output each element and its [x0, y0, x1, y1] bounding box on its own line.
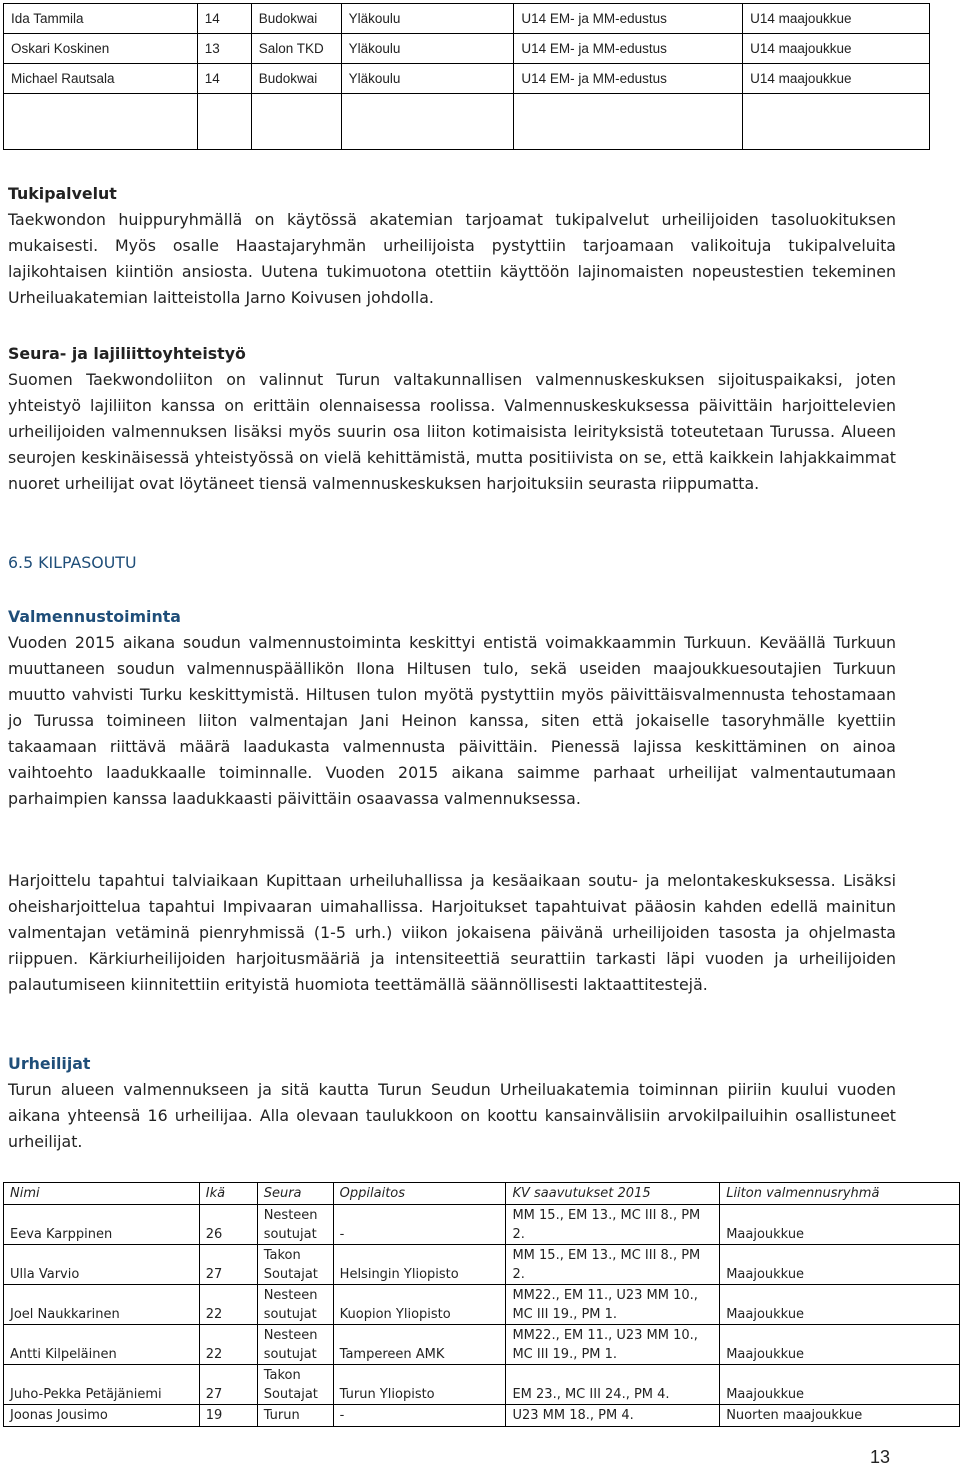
cell-name: Oskari Koskinen	[4, 34, 198, 64]
cell-age: 27	[199, 1245, 257, 1285]
cell-team: U14 maajoukkue	[743, 34, 930, 64]
kv-line-2: MC III 19., PM 1.	[512, 1307, 618, 1322]
cell-club: Turun	[257, 1405, 333, 1427]
seura-text: Suomen Taekwondoliiton on valinnut Turun valtakunnallisen valmennuskeskuksen sijoituspaikaksi, joten yhteistyö lajiliiton kanssa on erittäin olennaisessa roolissa. Valmennuskeskuksessa päivittäin harjoittelevien urheilijoiden valmennuksen lisäksi myös suurin osa liiton kotimaisista leirityksistä toteutetaan Turussa. Alueen seurojen keskinäisessä yhteistyössä on vielä kehittämistä, mutta positiivista on se, että kaikkein lahjakkaimmat nuoret urheilijat ovat löytäneet tiensä valmennuskeskuksen harjoituksiin seurasta riippumatta.	[8, 370, 896, 493]
cell-achievement: U14 EM- ja MM-edustus	[514, 4, 743, 34]
cell-kv	[506, 1365, 720, 1405]
cell-achievement: U14 EM- ja MM-edustus	[514, 64, 743, 94]
header-ika: Ikä	[199, 1183, 257, 1205]
kv-line-1: MM 15., EM 13., MC III 8., PM	[512, 1248, 701, 1263]
rowing-athletes-table	[3, 1182, 960, 1427]
header-seura: Seura	[257, 1183, 333, 1205]
cell-group: Maajoukkue	[720, 1205, 960, 1245]
cell-school: Yläkoulu	[341, 64, 514, 94]
cell-age: 14	[197, 4, 251, 34]
table-row	[4, 1365, 960, 1405]
taekwondo-table-body	[4, 4, 930, 150]
kv-line-2: MC III 19., PM 1.	[512, 1347, 618, 1362]
cell-school: Yläkoulu	[341, 4, 514, 34]
kv-line-1: MM22., EM 11., U23 MM 10.,	[512, 1288, 698, 1303]
cell-age: 22	[199, 1285, 257, 1325]
cell-age: 27	[199, 1365, 257, 1405]
kv-line-1: MM22., EM 11., U23 MM 10.,	[512, 1328, 698, 1343]
club-line-2: soutujat	[263, 1347, 317, 1362]
kv-line-1: MM 15., EM 13., MC III 8., PM	[512, 1208, 701, 1223]
kv-line-2: 2.	[512, 1267, 525, 1282]
empty-cell	[341, 94, 514, 150]
cell-name: Joonas Jousimo	[4, 1405, 200, 1427]
tukipalvelut-text: Taekwondon huippuryhmällä on käytössä akatemian tarjoamat tukipalvelut urheilijoiden tasoluokituksen mukaisesti. Myös osalle Haastajaryhmän urheilijoista pystyttiin tarjoamaan valikoituja tukipalveluita lajikohtaisen kiintiön ansiosta. Uutena tukimuotona otettiin käyttöön lajinomaisten nopeustestien tekeminen Urheiluakatemian laitteistolla Jarno Koivusen johdolla.	[8, 210, 896, 307]
table-row	[4, 34, 930, 64]
cell-school: -	[333, 1405, 506, 1427]
cell-name: Joel Naukkarinen	[4, 1285, 200, 1325]
table-row	[4, 1245, 960, 1285]
cell-team: U14 maajoukkue	[743, 64, 930, 94]
header-valmennusryhma: Liiton valmennusryhmä	[720, 1183, 960, 1205]
cell-school: Tampereen AMK	[333, 1325, 506, 1365]
empty-cell	[251, 94, 341, 150]
empty-cell	[743, 94, 930, 150]
taekwondo-athletes-table	[3, 3, 930, 150]
cell-kv	[506, 1325, 720, 1365]
seura-heading: Seura- ja lajiliittoyhteistyö	[8, 344, 246, 363]
club-line-2: soutujat	[263, 1227, 317, 1242]
cell-kv	[506, 1205, 720, 1245]
cell-club	[257, 1285, 333, 1325]
table-row	[4, 1285, 960, 1325]
cell-club: Budokwai	[251, 64, 341, 94]
page-number: 13	[870, 1447, 891, 1467]
cell-name: Antti Kilpeläinen	[4, 1325, 200, 1365]
cell-school: -	[333, 1205, 506, 1245]
tukipalvelut-heading: Tukipalvelut	[8, 184, 117, 203]
empty-cell	[4, 94, 198, 150]
cell-school: Turun Yliopisto	[333, 1365, 506, 1405]
cell-school: Yläkoulu	[341, 34, 514, 64]
club-line-2: Soutajat	[263, 1387, 318, 1402]
cell-age: 14	[197, 64, 251, 94]
cell-club: Budokwai	[251, 4, 341, 34]
urheilijat-heading: Urheilijat	[8, 1054, 91, 1073]
valmennus-paragraph-2: Harjoittelu tapahtui talviaikaan Kupittaan urheiluhallissa ja kesäaikaan soutu- ja melontakeskuksessa. Lisäksi oheisharjoittelua tapahtui Impivaaran uimahallissa. Harjoitukset tapahtuivat pääosin kahden edellä mainitun valmentajan vetäminä pienryhmissä (1-5 urh.) viikon jokaisena päivänä urheilijoiden tasosta ja ohjelmasta riippuen. Kärkiurheilijoiden harjoitusmääriä ja intensiteettiä seurattiin tarkasti läpi vuoden ja urheilijoiden palautumiseen kiinnitettiin erityistä huomiota teettämällä säännöllisesti laktaattitestejä.	[8, 871, 896, 994]
table-row	[4, 4, 930, 34]
club-line-1: Nesteen	[263, 1288, 318, 1303]
cell-name: Eeva Karppinen	[4, 1205, 200, 1245]
cell-group: Maajoukkue	[720, 1285, 960, 1325]
kv-line-2: EM 23., MC III 24., PM 4.	[512, 1387, 670, 1402]
kv-line-2: 2.	[512, 1227, 525, 1242]
cell-group: Nuorten maajoukkue	[720, 1405, 960, 1427]
cell-kv	[506, 1245, 720, 1285]
cell-name: Ulla Varvio	[4, 1245, 200, 1285]
club-line-2: Soutajat	[263, 1267, 318, 1282]
club-line-1: Nesteen	[263, 1328, 318, 1343]
urheilijat-text: Turun alueen valmennukseen ja sitä kautta Turun Seudun Urheiluakatemia toiminnan piiriin kuului vuoden aikana yhteensä 16 urheilijaa. Alla olevaan taulukkoon on koottu kansainvälisiin arvokilpailuihin osallistuneet urheilijat.	[8, 1080, 896, 1151]
header-nimi: Nimi	[4, 1183, 200, 1205]
cell-age: 19	[199, 1405, 257, 1427]
cell-school: Helsingin Yliopisto	[333, 1245, 506, 1285]
valmennus-paragraph-1: Vuoden 2015 aikana soudun valmennustoiminta keskittyi entistä voimakkaammin Turkuun. Keväällä Turkuun muuttaneen soudun valmennuspäällikön Ilona Hiltusen tulo, sekä useiden maajoukkuesoutajien Turkuun muutto vahvisti Turku keskittymistä. Hiltusen tulon myötä pystyttiin myös päivittäisvalmennusta tehostamaan jo Turussa toimineen liiton valmentajan Jani Heinon kanssa, siten että jokaiselle tasoryhmälle kyettiin takaamaan riittävä määrä laadukasta valmennusta päivittäin. Pienessä lajissa keskittäminen on ainoa vaihtoehto laadukkaalle toiminnalle. Vuoden 2015 aikana saimme parhaat urheilijat valmentautumaan parhaimpien kanssa laadukkaasti päivittäin osaavassa valmennuksessa.	[8, 633, 896, 808]
header-oppilaitos: Oppilaitos	[333, 1183, 506, 1205]
rowing-table-body	[4, 1205, 960, 1405]
cell-name: Ida Tammila	[4, 4, 198, 34]
table-row	[4, 1205, 960, 1245]
cell-name: Juho-Pekka Petäjäniemi	[4, 1365, 200, 1405]
cell-group: Maajoukkue	[720, 1325, 960, 1365]
cell-kv: U23 MM 18., PM 4.	[506, 1405, 720, 1427]
table-header-row	[4, 1183, 960, 1205]
table-row	[4, 64, 930, 94]
club-line-2: soutujat	[263, 1307, 317, 1322]
club-line-1: Nesteen	[263, 1208, 318, 1223]
club-line-1: Takon	[263, 1368, 301, 1383]
cell-club	[257, 1325, 333, 1365]
cell-kv	[506, 1285, 720, 1325]
section-title: 6.5 KILPASOUTU	[8, 553, 137, 572]
empty-cell	[197, 94, 251, 150]
cell-group: Maajoukkue	[720, 1365, 960, 1405]
club-line-1: Takon	[263, 1248, 301, 1263]
cell-age: 13	[197, 34, 251, 64]
header-kv-saavutukset: KV saavutukset 2015	[506, 1183, 720, 1205]
empty-row	[4, 94, 930, 150]
empty-cell	[514, 94, 743, 150]
cell-school: Kuopion Yliopisto	[333, 1285, 506, 1325]
valmennus-heading: Valmennustoiminta	[8, 607, 181, 626]
cell-age: 26	[199, 1205, 257, 1245]
cell-club	[257, 1245, 333, 1285]
cell-club: Salon TKD	[251, 34, 341, 64]
cell-group: Maajoukkue	[720, 1245, 960, 1285]
cell-team: U14 maajoukkue	[743, 4, 930, 34]
cell-name: Michael Rautsala	[4, 64, 198, 94]
cell-club	[257, 1365, 333, 1405]
table-row	[4, 1405, 960, 1427]
cell-achievement: U14 EM- ja MM-edustus	[514, 34, 743, 64]
cell-age: 22	[199, 1325, 257, 1365]
cell-club	[257, 1205, 333, 1245]
table-row	[4, 1325, 960, 1365]
